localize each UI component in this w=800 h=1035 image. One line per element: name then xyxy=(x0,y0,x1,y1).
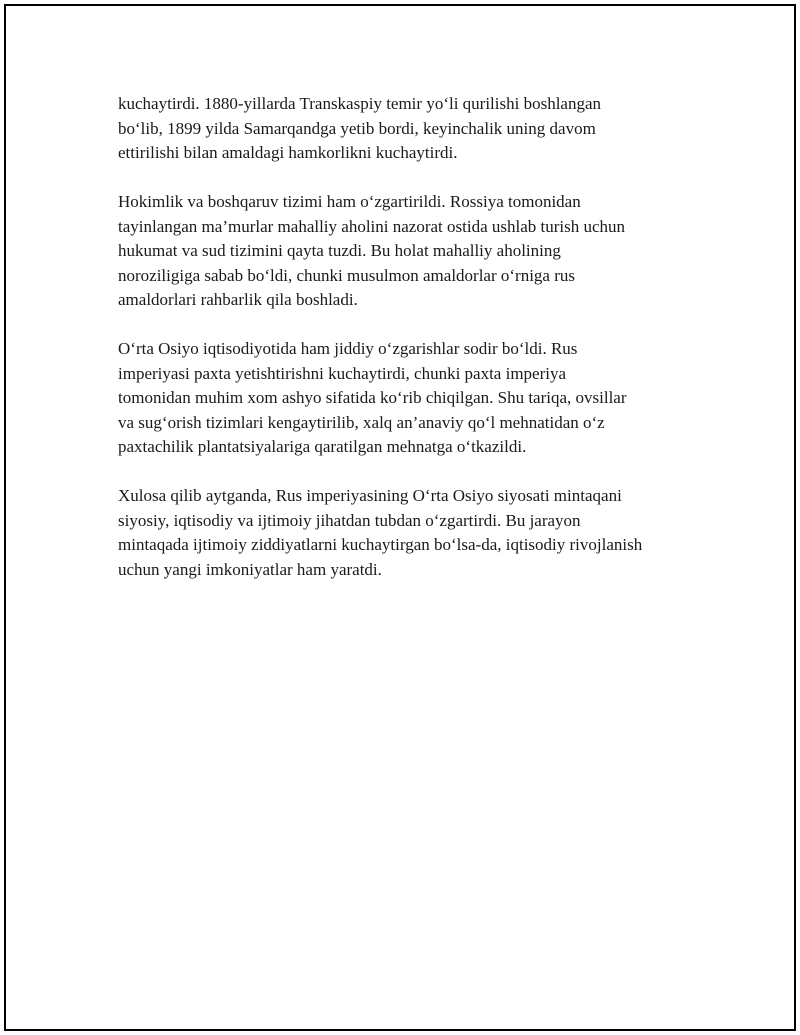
text-line: tayinlangan ma’murlar mahalliy aholini nazorat ostida ushlab turish uchun xyxy=(118,216,626,236)
paragraph-2 xyxy=(118,190,698,313)
text-line: siyosiy, iqtisodiy va ijtimoiy jihatdan tubdan o‘zgartirdi. Bu jarayon xyxy=(118,510,581,530)
text-line: ettirilishi bilan amaldagi hamkorlikni kuchaytirdi. xyxy=(118,143,458,162)
text-line: kuchaytirdi. 1880-yillarda Transkaspiy temir yo‘li qurilishi boshlangan xyxy=(118,94,602,113)
text-line: noroziligiga sabab bo‘ldi, chunki musulmon amaldorlar o‘rniga rus xyxy=(118,265,576,285)
text-line: Hokimlik va boshqaruv tizimi ham o‘zgartirildi. Rossiya tomonidan xyxy=(118,192,581,211)
text-line: mintaqada ijtimoiy ziddiyatlarni kuchaytirgan bo‘lsa-da, iqtisodiy rivojlanish xyxy=(118,535,643,554)
paragraph-3 xyxy=(118,337,698,460)
text-line: hukumat va sud tizimini qayta tuzdi. Bu holat mahalliy aholining xyxy=(118,241,561,260)
text-line: bo‘lib, 1899 yilda Samarqandga yetib bordi, keyinchalik uning davom xyxy=(118,118,596,138)
document-body xyxy=(118,92,698,607)
paragraph-1 xyxy=(118,92,698,166)
text-line: uchun yangi imkoniyatlar ham yaratdi. xyxy=(118,559,382,579)
text-line: va sug‘orish tizimlari kengaytirilib, xalq an’anaviy qo‘l mehnatidan o‘z xyxy=(118,412,605,432)
text-line: paxtachilik plantatsiyalariga qaratilgan mehnatga o‘tkazildi. xyxy=(118,437,527,456)
text-line: tomonidan muhim xom ashyo sifatida ko‘rib chiqilgan. Shu tariqa, ovsillar xyxy=(118,388,627,407)
text-line: imperiyasi paxta yetishtirishni kuchaytirdi, chunki paxta imperiya xyxy=(118,363,567,383)
text-line: amaldorlari rahbarlik qila boshladi. xyxy=(118,290,358,309)
paragraph-4 xyxy=(118,484,698,582)
text-line: Xulosa qilib aytganda, Rus imperiyasining O‘rta Osiyo siyosati mintaqani xyxy=(118,486,622,505)
text-line: O‘rta Osiyo iqtisodiyotida ham jiddiy o‘zgarishlar sodir bo‘ldi. Rus xyxy=(118,339,578,358)
